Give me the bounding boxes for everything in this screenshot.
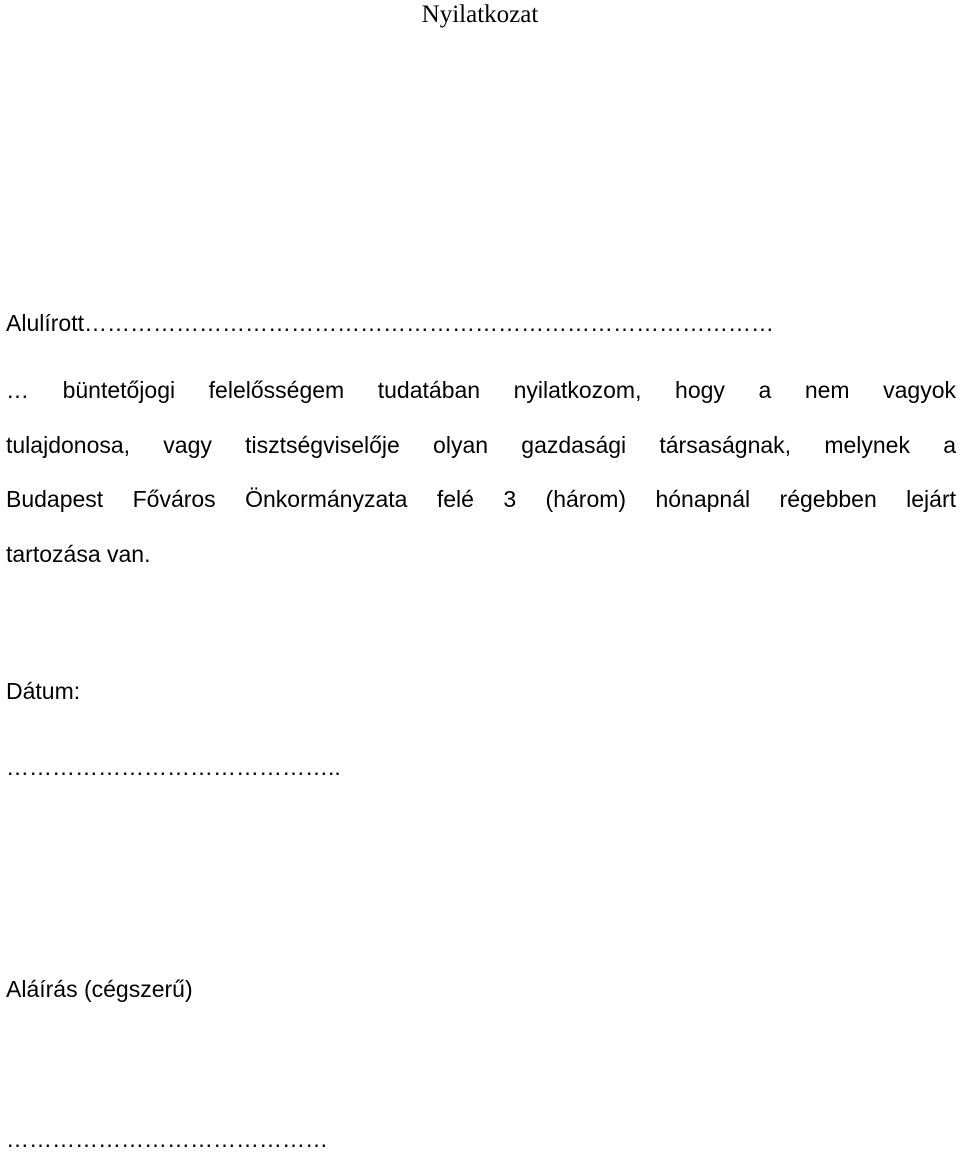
signature-label: Aláírás (cégszerű)	[6, 976, 193, 1002]
date-fill-line[interactable]: ……………………………………..	[6, 754, 341, 780]
declaration-paragraph	[6, 363, 956, 581]
page-title: Nyilatkozat	[421, 1, 539, 28]
paragraph-line: … büntetőjogi felelősségem tudatában nyilatkozom, hogy a nem vagyok	[6, 377, 956, 403]
paragraph-line: Budapest Főváros Önkormányzata felé 3 (három) hónapnál régebben lejárt	[6, 486, 956, 512]
signature-fill-line[interactable]: ……………………………………	[6, 1126, 328, 1152]
date-label: Dátum:	[6, 678, 81, 704]
paragraph-line: tulajdonosa, vagy tisztségviselője olyan gazdasági társaságnak, melynek a	[6, 431, 956, 458]
paragraph-line: tartozása van.	[6, 540, 151, 567]
name-fill-line[interactable]: Alulírott………………………………………………………………………………	[6, 310, 774, 336]
